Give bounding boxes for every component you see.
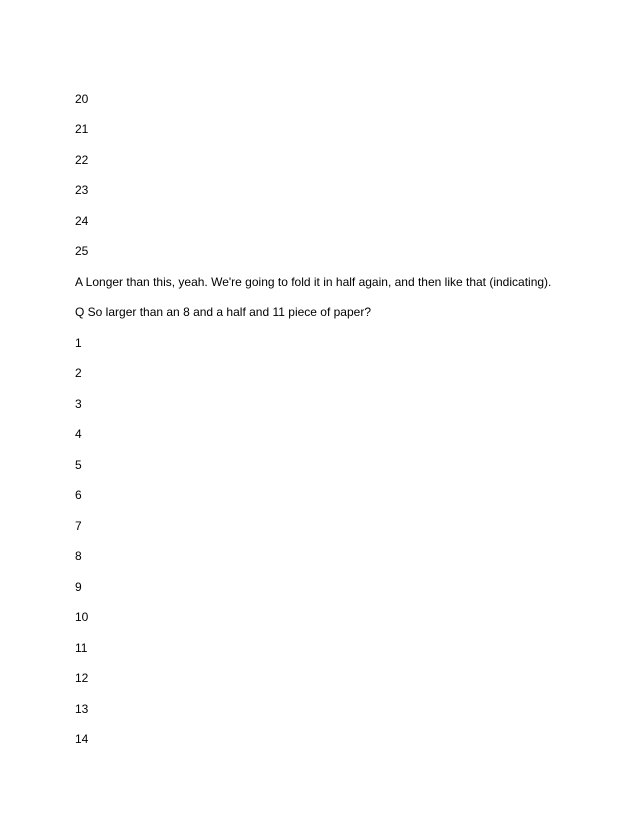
line-number-3: 3 (75, 397, 82, 411)
line-number-23: 23 (75, 183, 89, 197)
line-number-6: 6 (75, 488, 82, 502)
line-number-12: 12 (75, 671, 89, 685)
line-number-1: 1 (75, 336, 82, 350)
line-number-4: 4 (75, 427, 82, 441)
line-number-13: 13 (75, 702, 89, 716)
line-number-24: 24 (75, 214, 89, 228)
line-number-11: 11 (75, 641, 88, 655)
question-line: Q So larger than an 8 and a half and 11 piece of paper? (75, 305, 371, 319)
line-number-5: 5 (75, 458, 82, 472)
line-number-22: 22 (75, 153, 89, 167)
line-number-8: 8 (75, 549, 82, 563)
line-number-14: 14 (75, 732, 89, 746)
line-number-9: 9 (75, 580, 82, 594)
answer-line: A Longer than this, yeah. We're going to fold it in half again, and then like that (indicating). (75, 275, 552, 289)
line-number-2: 2 (75, 366, 82, 380)
line-number-21: 21 (75, 122, 89, 136)
line-number-10: 10 (75, 610, 89, 624)
line-number-20: 20 (75, 92, 89, 106)
line-number-7: 7 (75, 519, 82, 533)
line-number-25: 25 (75, 244, 89, 258)
